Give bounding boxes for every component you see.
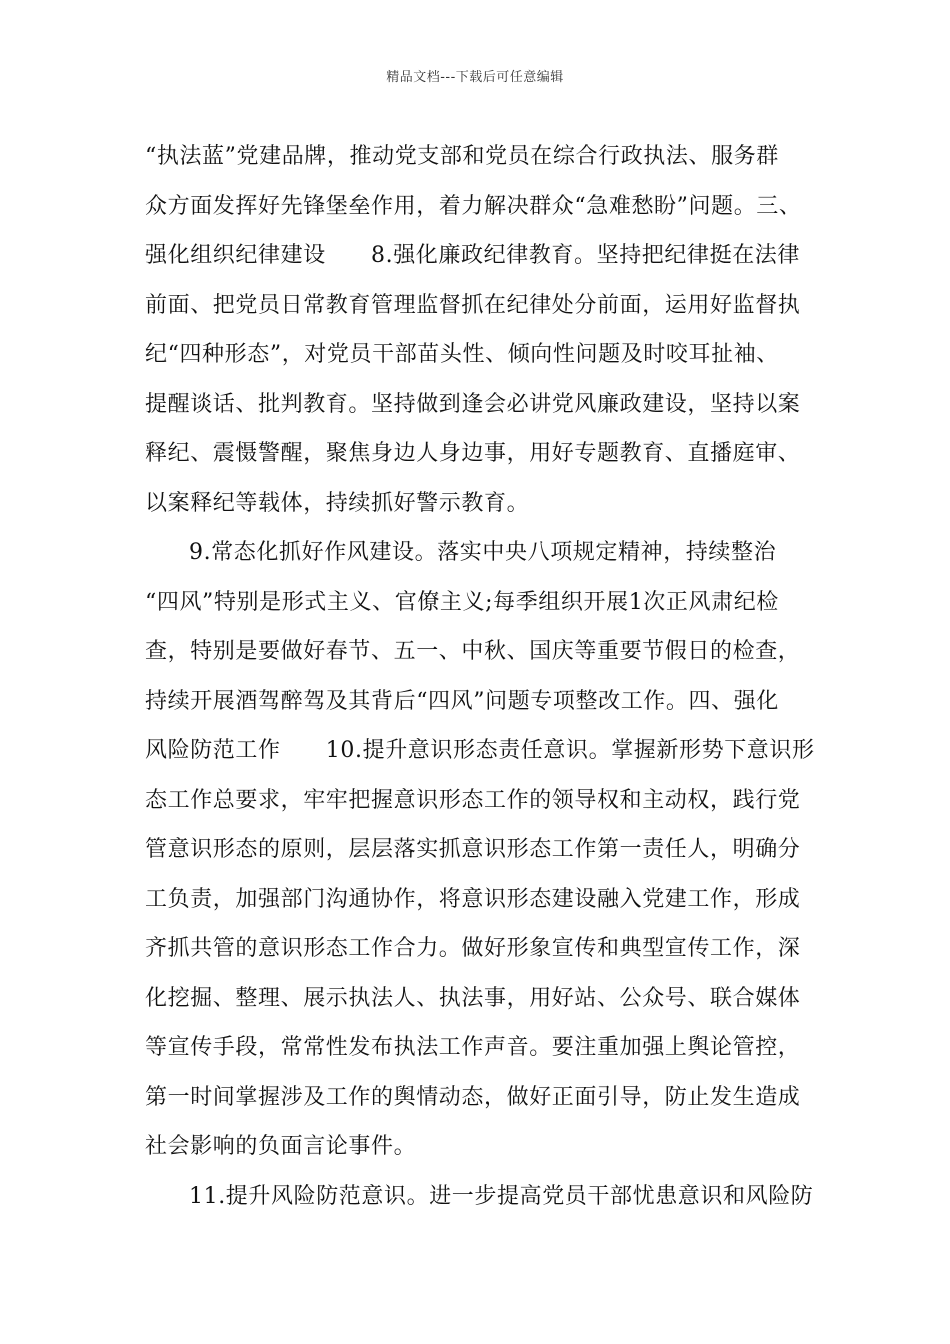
text-line: 11.提升风险防范意识。进一步提高党员干部忧患意识和风险防 bbox=[189, 1183, 814, 1209]
page-header: 精品文档---下载后可任意编辑 bbox=[386, 70, 564, 85]
text-line: 9.常态化抓好作风建设。落实中央八项规定精神，持续整治 bbox=[189, 540, 777, 565]
text-line: 态工作总要求，牢牢把握意识形态工作的领导权和主动权，践行党 bbox=[145, 787, 801, 813]
text-line: 风险防范工作 10.提升意识形态责任意识。掌握新形势下意识形 bbox=[145, 738, 815, 763]
text-line: 持续开展酒驾醉驾及其背后“四风”问题专项整改工作。四、强化 bbox=[145, 688, 779, 714]
text-line: 以案释纪等载体，持续抓好警示教育。 bbox=[145, 490, 530, 516]
document-body bbox=[145, 132, 815, 1221]
text-line: 释纪、震慑警醒，聚焦身边人身边事，用好专题教育、直播庭审、 bbox=[145, 441, 801, 466]
text-line: 第一时间掌握涉及工作的舆情动态，做好正面引导，防止发生造成 bbox=[145, 1084, 801, 1110]
text-line: 化挖掘、整理、展示执法人、执法事，用好站、公众号、联合媒体 bbox=[145, 985, 801, 1011]
text-line: “四风”特别是形式主义、官僚主义;每季组织开展1次正风肃纪检 bbox=[145, 589, 779, 615]
text-line: 强化组织纪律建设 8.强化廉政纪律教育。坚持把纪律挺在法律 bbox=[145, 243, 800, 268]
text-line: 工负责，加强部门沟通协作，将意识形态建设融入党建工作，形成 bbox=[145, 886, 801, 912]
text-line: 众方面发挥好先锋堡垒作用，着力解决群众“急难愁盼”问题。三、 bbox=[145, 193, 802, 219]
text-line: 纪“四种形态”，对党员干部苗头性、倾向性问题及时咬耳扯袖、 bbox=[145, 342, 779, 367]
text-line: 等宣传手段，常常性发布执法工作声音。要注重加强上舆论管控， bbox=[145, 1035, 801, 1060]
text-line: 查，特别是要做好春节、五一、中秋、国庆等重要节假日的检查， bbox=[145, 639, 801, 664]
text-line: 社会影响的负面言论事件。 bbox=[145, 1134, 417, 1159]
text-line: 管意识形态的原则，层层落实抓意识形态工作第一责任人，明确分 bbox=[145, 837, 801, 862]
text-line: 提醒谈话、批判教育。坚持做到逢会必讲党风廉政建设，坚持以案 bbox=[145, 391, 801, 417]
text-line: 前面、把党员日常教育管理监督抓在纪律处分前面，运用好监督执 bbox=[145, 292, 801, 318]
text-line: 齐抓共管的意识形态工作合力。做好形象宣传和典型宣传工作，深 bbox=[145, 936, 801, 961]
text-line: “执法蓝”党建品牌，推动党支部和党员在综合行政执法、服务群 bbox=[145, 144, 779, 169]
